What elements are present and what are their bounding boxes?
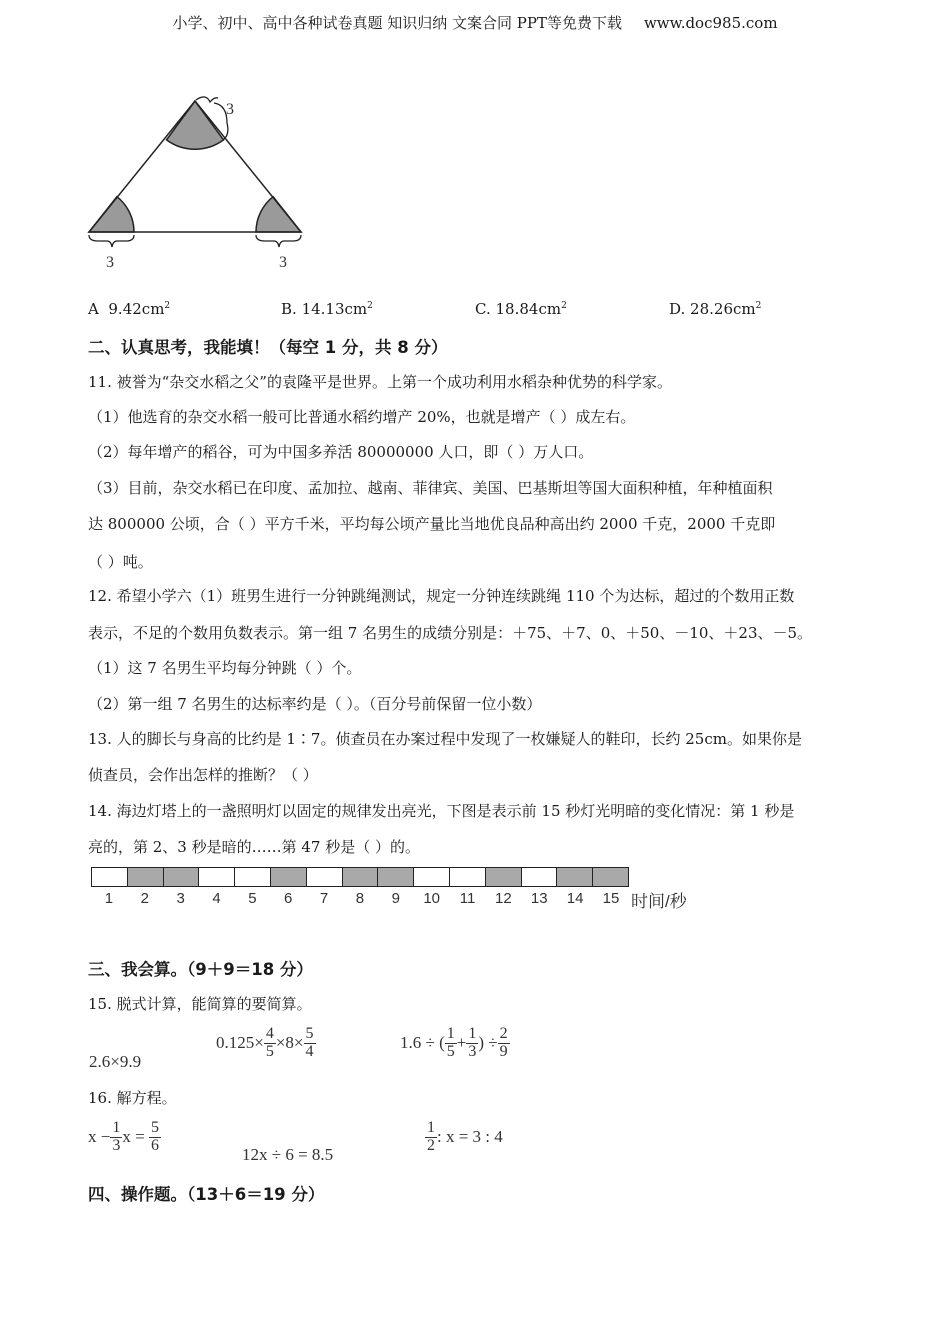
q16-stem: 16. 解方程。 [88, 1089, 177, 1107]
q12-part1: （1）这 7 名男生平均每分钟跳（ ）个。 [88, 659, 362, 677]
q11-part2: （2）每年增产的稻谷，可为中国多养活 80000000 人口，即（ ）万人口。 [88, 443, 594, 461]
q13-line1: 13. 人的脚长与身高的比约是 1∶7。侦查员在办案过程中发现了一枚嫌疑人的鞋印，长约 25cm。如果你是 [88, 730, 802, 748]
second-cell-4 [199, 868, 235, 886]
q11-part3-line2: 达 800000 公顷，合（ ）平方千米，平均每公顷产量比当地优良品种高出约 2000 千克，2000 千克即 [88, 515, 776, 533]
second-cell-15 [593, 868, 628, 886]
q15-stem: 15. 脱式计算，能简算的要简算。 [88, 995, 312, 1013]
second-number-9: 9 [391, 890, 400, 907]
second-number-8: 8 [355, 890, 365, 907]
triangle-figure [80, 95, 320, 275]
header-url[interactable]: www.doc985.com [643, 14, 778, 32]
calc-1: 2.6×9.9 [89, 1052, 142, 1071]
q12-stem-line1: 12. 希望小学六（1）班男生进行一分钟跳绳测试，规定一分钟连续跳绳 110 个为达标，超过的个数用正数 [88, 587, 795, 605]
second-cell-12 [486, 868, 522, 886]
equation-1: x − $\frac{1}{3}$ x = $\frac{5}{6}$ [88, 1119, 159, 1154]
option-d[interactable]: D. $28.26cm^2$ [669, 300, 762, 318]
equation-3: $\frac{1}{2}$ : x = 3 : 4 [427, 1119, 503, 1154]
light-strip [91, 867, 629, 887]
axis-label: 时间/秒 [631, 892, 687, 911]
label-top: 3 [226, 101, 234, 118]
q14-line1: 14. 海边灯塔上的一盏照明灯以固定的规律发出亮光，下图是表示前 15 秒灯光明暗的变化情况：第 1 秒是 [88, 802, 795, 820]
second-cell-11 [450, 868, 486, 886]
page-header [0, 12, 950, 33]
second-number-5: 5 [248, 890, 257, 907]
second-cell-13 [522, 868, 558, 886]
second-cell-7 [307, 868, 343, 886]
second-cell-6 [271, 868, 307, 886]
q11-part3-line1: （3）目前，杂交水稻已在印度、孟加拉、越南、菲律宾、美国、巴基斯坦等国大面积种植，年种植面积 [88, 479, 773, 497]
second-number-7: 7 [319, 890, 329, 907]
q13-line2: 侦查员，会作出怎样的推断？（ ） [88, 766, 318, 784]
second-number-3: 3 [176, 890, 185, 907]
second-cell-9 [378, 868, 414, 886]
second-number-14: 14 [566, 890, 584, 907]
second-cell-1 [92, 868, 128, 886]
second-number-1: 1 [104, 890, 114, 907]
q11-stem: 11. 被誉为“杂交水稻之父”的袁隆平是世界。上第一个成功利用水稻杂种优势的科学家。 [88, 373, 672, 391]
q11-part1: （1）他选育的杂交水稻一般可比普通水稻约增产 20%，也就是增产（ ）成左右。 [88, 408, 636, 426]
second-cell-3 [164, 868, 200, 886]
second-number-10: 10 [423, 890, 440, 907]
option-a[interactable]: A $9.42cm^2$ [88, 300, 171, 318]
q14-line2: 亮的，第 2、3 秒是暗的……第 47 秒是（ ）的。 [88, 838, 421, 856]
q11-part3-line3: （ ）吨。 [88, 553, 153, 571]
second-cell-10 [414, 868, 450, 886]
light-strip-numbers [91, 890, 629, 907]
q12-part2: （2）第一组 7 名男生的达标率约是（ ）。（百分号前保留一位小数） [88, 695, 542, 713]
label-right: 3 [279, 254, 287, 271]
section3-title: 三、我会算。（9＋9＝18 分） [88, 960, 313, 979]
second-number-15: 15 [602, 890, 620, 907]
triangle-sectors [89, 101, 301, 232]
second-cell-14 [557, 868, 593, 886]
second-number-12: 12 [495, 890, 512, 907]
equation-2: 12x ÷ 6 = 8.5 [242, 1145, 334, 1164]
second-number-6: 6 [284, 890, 293, 907]
section4-title: 四、操作题。（13＋6＝19 分） [88, 1185, 325, 1204]
section2-title: 二、认真思考，我能填！（每空 1 分，共 8 分） [88, 338, 448, 357]
calc-2: 0.125× $\frac{4}{5}$ ×8× $\frac{5}{4}$ [216, 1025, 314, 1060]
calc-3: 1.6 ÷ ( $\frac{1}{5}$ + $\frac{1}{3}$ ) ÷ $\frac{2}{9}$ [400, 1025, 508, 1060]
option-b[interactable]: B. $14.13cm^2$ [281, 300, 373, 318]
second-cell-2 [128, 868, 164, 886]
header-text: 小学、初中、高中各种试卷真题 知识归纳 文案合同 PPT等免费下载 [172, 14, 622, 32]
second-number-11: 11 [459, 890, 476, 907]
second-cell-5 [235, 868, 271, 886]
second-number-13: 13 [530, 890, 548, 907]
q12-stem-line2: 表示，不足的个数用负数表示。第一组 7 名男生的成绩分别是：＋75、＋7、0、＋50、－10、＋23、－5。 [88, 624, 813, 642]
second-cell-8 [343, 868, 379, 886]
label-left: 3 [106, 254, 114, 271]
second-number-2: 2 [140, 890, 149, 907]
option-c[interactable]: C. $18.84cm^2$ [475, 300, 567, 318]
second-number-4: 4 [212, 890, 221, 907]
